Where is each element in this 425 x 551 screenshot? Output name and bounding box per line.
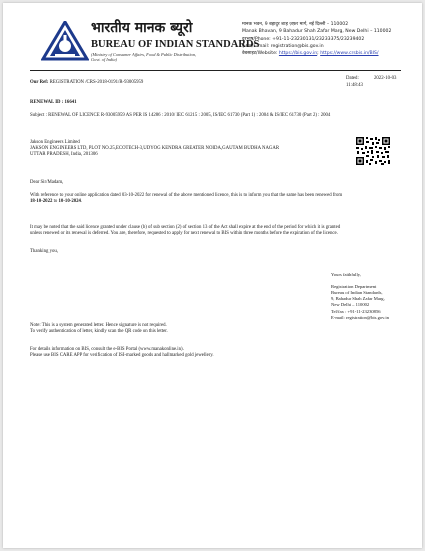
header-address: मानक भवन, 9 बहादुर शाह ज़फ़र मार्ग, नई दिल्ली – 110002 Manak Bhavan, 9 Bahadur Shah Zafar Marg, New Delhi – 110002 दूरभाष/Phone: +91-11-23230131/23233375/23239402 ई-मेल/E-mail: registration@bis.gov.in वेबसाइट/Website: https://bis.gov.in; https://www.crsbis.in/BIS/ [242, 22, 392, 57]
header-divider [30, 70, 401, 71]
salutation: Dear Sir/Madam, [30, 180, 64, 185]
system-note: Note: This is a system generated letter. Hence signature is not required. To verify authentication of letter, kindly scan the QR code on this letter. [30, 323, 168, 334]
dated-label: Dated: [346, 76, 359, 81]
our-ref: Our Ref: REGISTRATION /CRS-2018-0191/R-93005959 [30, 80, 144, 85]
signature-block: Yours faithfully, Registration Department Bureau of Indian Standards, 9, Bahadur Shah Zafar Marg, New Delhi – 110002 Tel/fax : +91-11-23230856 E-mail: registration@bis.gov.in [331, 272, 389, 320]
dated-date: 2022-10-03 [374, 76, 397, 81]
qr-code-icon [355, 136, 391, 166]
ministry-text: (Ministry of Consumer Affairs, Food & Public Distribution, Govt. of India) [91, 52, 197, 62]
letter-page [3, 3, 422, 548]
renewal-id: RENEWAL ID : 16641 [30, 100, 77, 105]
subject-line: Subject : RENEWAL OF LICENCE R-93005959 AS PER IS 14286 : 2010/ IEC 61215 : 2005, IS/IEC 61730 (Part 1) : 2004 & IS/IEC 61730 (Part 2) : 2004 [30, 113, 331, 118]
website-link-bis[interactable]: https://bis.gov.in [278, 51, 318, 57]
bis-hindi-name: भारतीय मानक ब्यूरो [91, 20, 193, 36]
paragraph-expiry: It may be noted that the said licence granted under clause (b) of sub section (2) of section 13 of the Act shall expire at the end of the period for which it is granted unless renewed or its renewal is deferred. You are, therefore, requested to apply for next renewal to BIS within three months before the expiration of the licence. [30, 225, 341, 236]
website-link-crs[interactable]: https://www.crsbis.in/BIS/ [320, 51, 379, 57]
thanking-you: Thanking you, [30, 249, 58, 254]
bis-logo-icon [41, 21, 89, 61]
info-note: For details information on BIS, consult the e-BIS Portal (www.manakonline.in). Please use BIS CARE APP for verification of ISI-marked goods and hallmarked gold jewellery. [30, 347, 214, 358]
dated-time: 11:48:43 [346, 83, 363, 88]
paragraph-renewal: With reference to your online application dated 03-10-2022 for renewal of the above mentioned licence, this is to inform you that the same has been renewed from 18-10-2022 to 10-10-2024. [30, 193, 343, 204]
addressee-block: Jakson Engineers Limited JAKSON ENGINEERS LTD, PLOT NO.25,ECOTECH-3,UDYOG KENDRA GREATER NOIDA,GAUTAM BUDHA NAGAR UTTAR PRADESH, India, 201306 [30, 140, 280, 157]
bis-english-name: BUREAU OF INDIAN STANDARDS [91, 39, 260, 50]
